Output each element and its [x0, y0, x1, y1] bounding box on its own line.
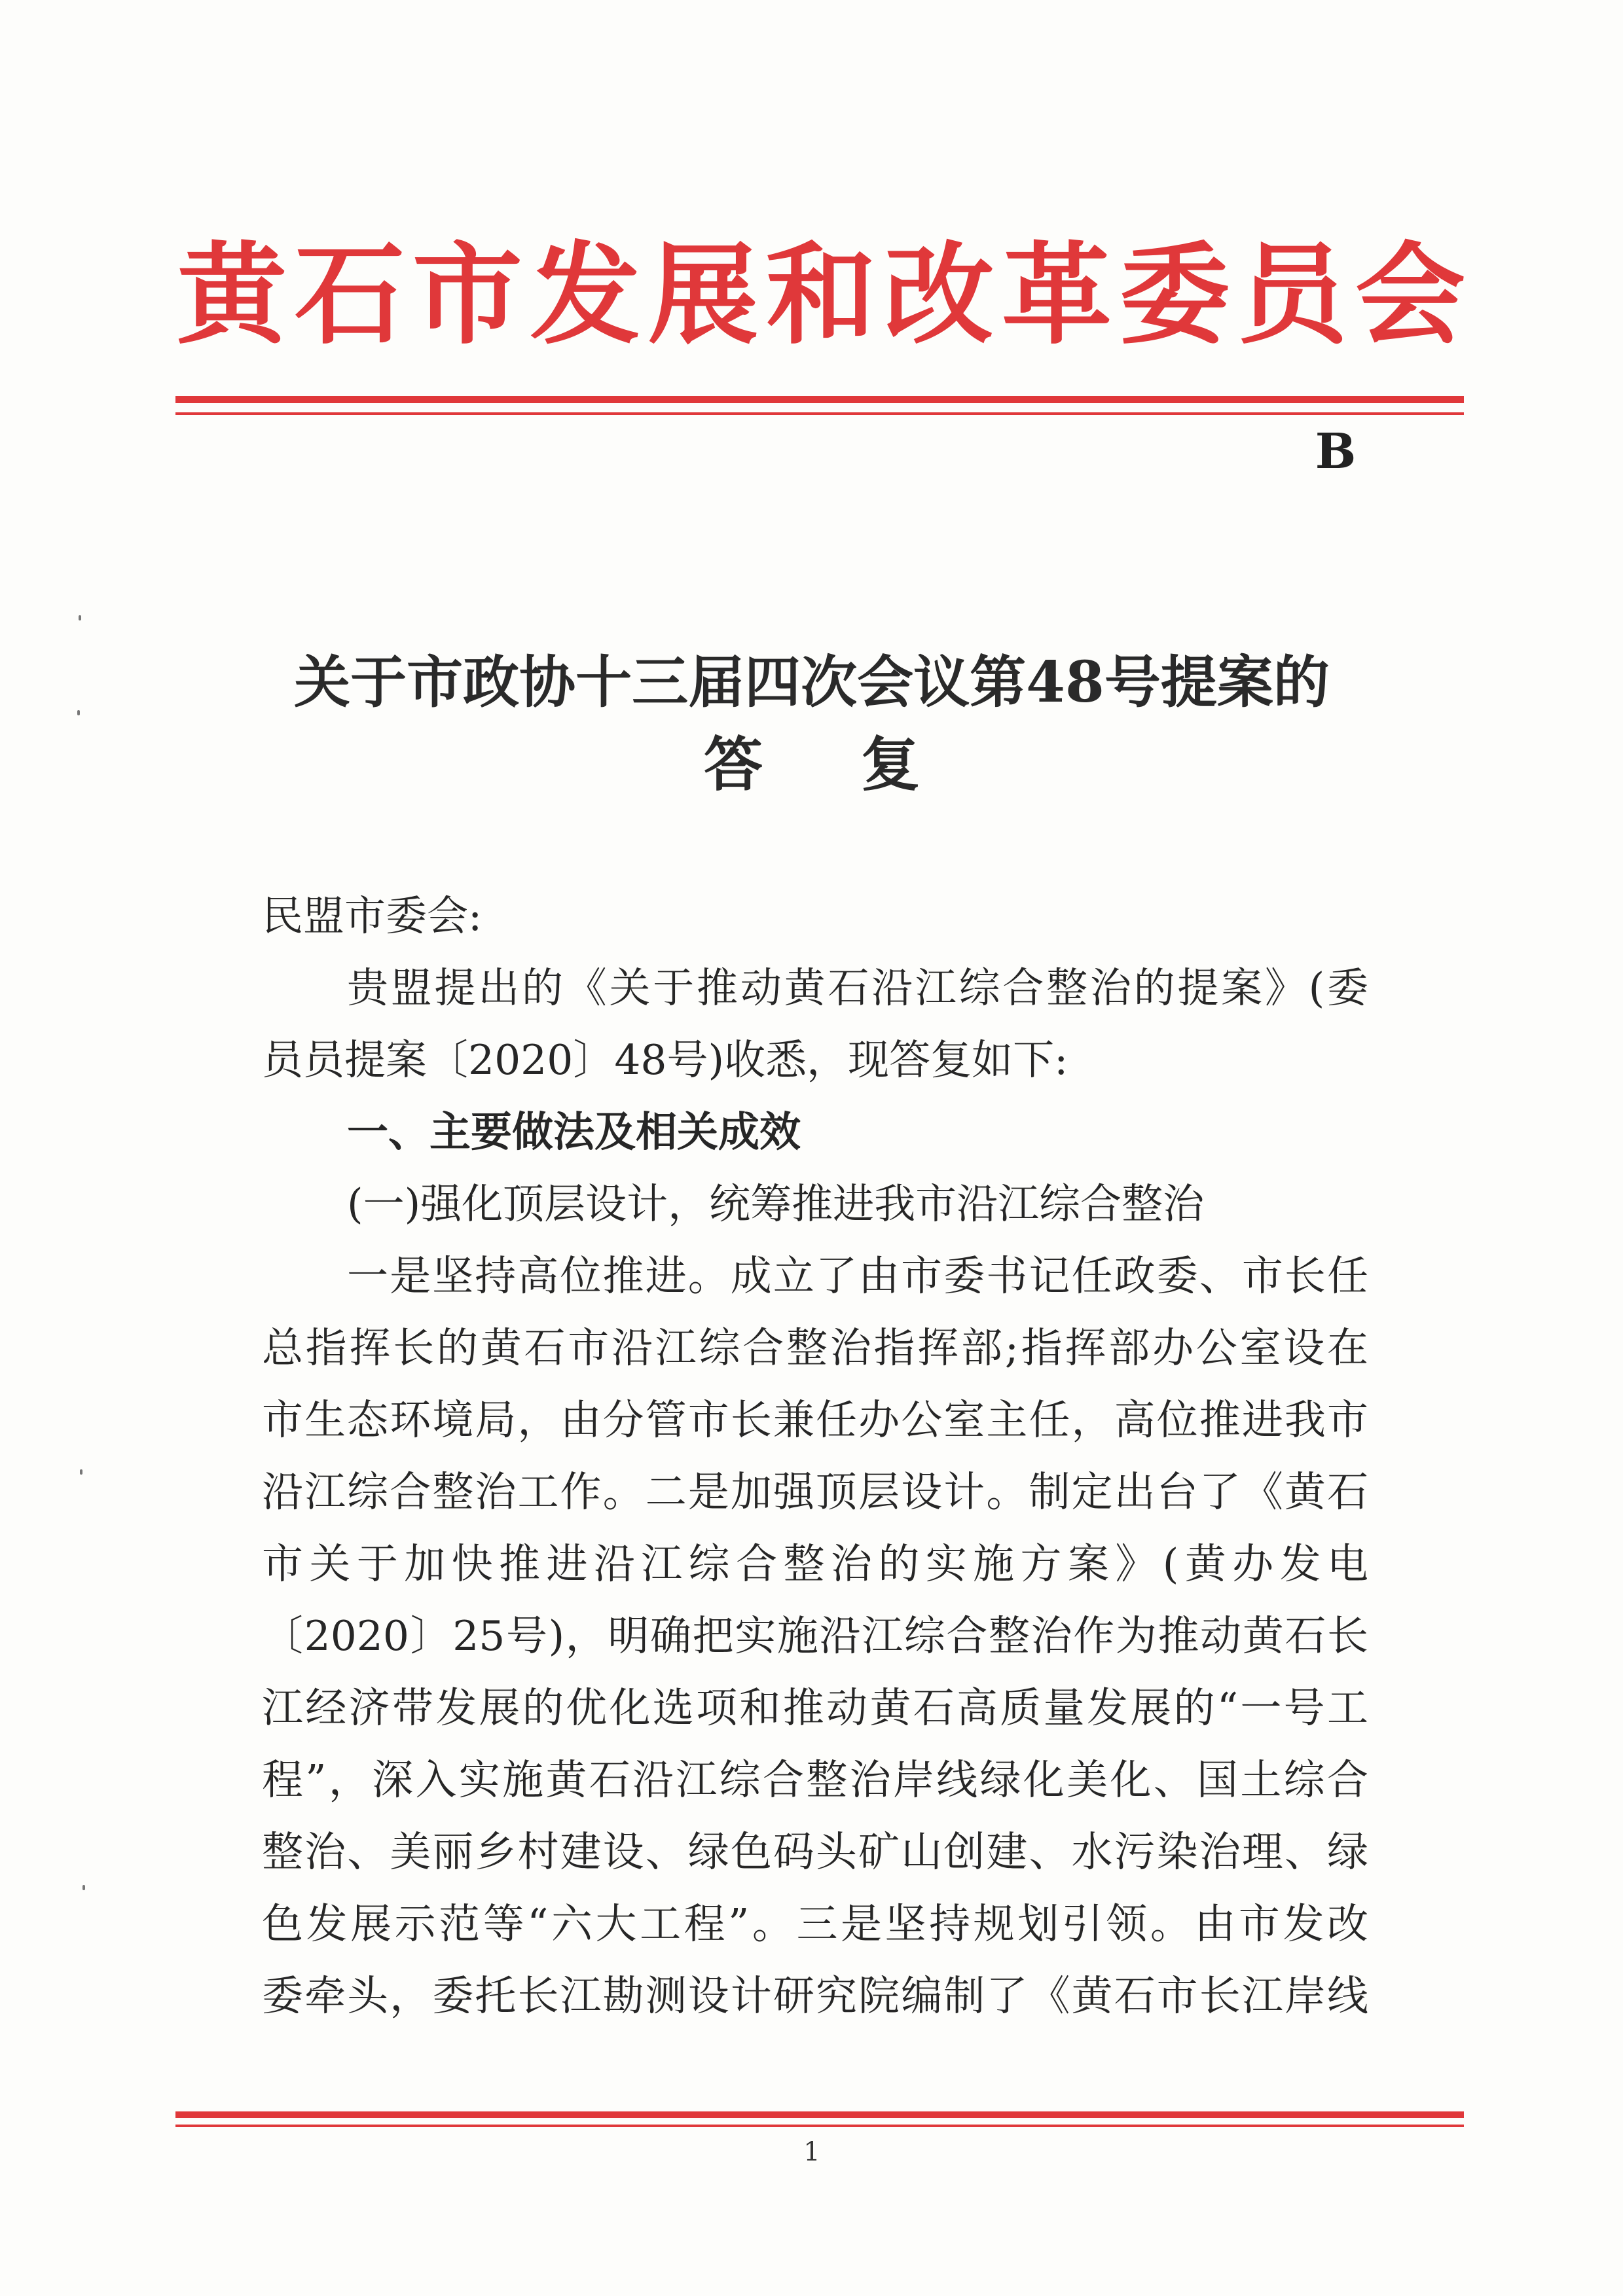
body-line: 市关于加快推进沿江综合整治的实施方案》(黄办发电	[262, 1540, 1368, 1588]
body-line: 程”，深入实施黄石沿江综合整治岸线绿化美化、国土综合	[262, 1756, 1368, 1804]
subsection-heading: (一)强化顶层设计，统筹推进我市沿江综合整治	[347, 1180, 1205, 1228]
body-line: 色发展示范等“六大工程”。三是坚持规划引领。由市发改	[262, 1900, 1368, 1948]
salutation: 民盟市委会:	[262, 892, 483, 940]
body-line: 一是坚持高位推进。成立了由市委书记任政委、市长任	[347, 1252, 1368, 1300]
grade-mark: B	[1315, 423, 1357, 480]
body-line: 员员提案〔2020〕48号)收悉，现答复如下:	[262, 1036, 1068, 1084]
letterhead-rule-thick	[175, 396, 1464, 403]
scan-speck	[77, 710, 80, 715]
scan-speck	[82, 1885, 85, 1890]
footer-rule-thick	[175, 2111, 1464, 2118]
body-line: 整治、美丽乡村建设、绿色码头矿山创建、水污染治理、绿	[262, 1828, 1368, 1876]
body-line: 江经济带发展的优化选项和推动黄石高质量发展的“一号工	[262, 1684, 1368, 1732]
scan-speck	[79, 615, 81, 620]
section-heading: 一、主要做法及相关成效	[347, 1108, 801, 1156]
letterhead-organization: 黄石市发展和改革委员会	[177, 230, 1473, 359]
footer-rule-thin	[175, 2125, 1464, 2127]
body-line: 总指挥长的黄石市沿江综合整治指挥部;指挥部办公室设在	[262, 1324, 1368, 1372]
body-line: 贵盟提出的《关于推动黄石沿江综合整治的提案》(委	[347, 964, 1368, 1012]
document-title-reply: 答复	[704, 730, 1018, 799]
body-line: 市生态环境局，由分管市长兼任办公室主任，高位推进我市	[262, 1396, 1368, 1444]
body-line: 委牵头，委托长江勘测设计研究院编制了《黄石市长江岸线	[262, 1972, 1368, 2020]
page-number: 1	[803, 2137, 820, 2167]
document-title: 关于市政协十三届四次会议第48号提案的	[294, 649, 1330, 715]
scan-speck	[80, 1469, 82, 1475]
letterhead-rule-thin	[175, 412, 1464, 415]
body-line: 〔2020〕25号)，明确把实施沿江综合整治作为推动黄石长	[262, 1612, 1368, 1660]
body-line: 沿江综合整治工作。二是加强顶层设计。制定出台了《黄石	[262, 1468, 1368, 1516]
